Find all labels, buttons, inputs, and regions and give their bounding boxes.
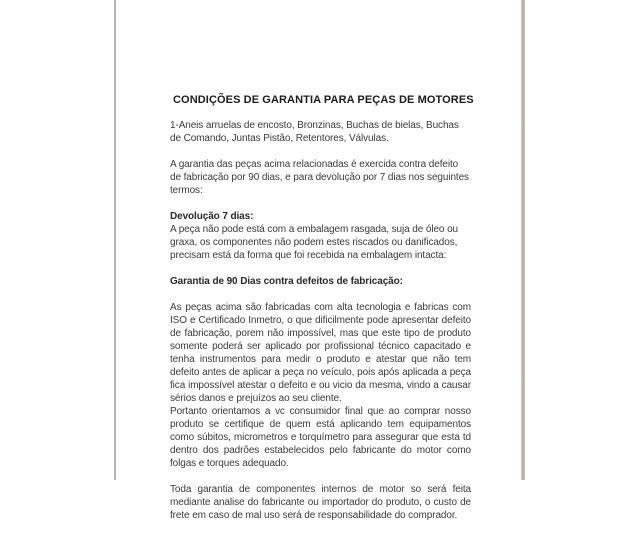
document-body (170, 94, 474, 535)
ninety-day-warranty-paragraph-2: Portanto orientamos a vc consumidor final que ao comprar nosso produto se certifique de quem está aplicando tem equipamentos como súbitos, micrometros e torquímetro para assegurar que esta td dentro dos padrões estabelecidos pelo fabricante do motor como folgas e torques adequado. (170, 406, 471, 469)
return-policy-paragraph: A peça não pode está com a embalagem rasgada, suja de óleo ou graxa, os componentes não podem estes riscados ou danificados, precisam está da forma que foi recebida na embalagem intacta: (170, 224, 458, 261)
document-title: CONDIÇÕES DE GARANTIA PARA PEÇAS DE MOTORES (173, 94, 474, 106)
final-note-paragraph: Toda garantia de componentes internos de motor so será feita mediante analise do fabricante ou importador do produto, o custo de frete em caso de mal uso será de responsabilidade do comprador. (170, 484, 471, 521)
return-policy-heading: Devolução 7 dias: (170, 211, 254, 222)
ninety-day-warranty-heading: Garantia de 90 Dias contra defeitos de fabricação: (170, 276, 403, 287)
warranty-terms-paragraph: A garantia das peças acima relacionadas é exercida contra defeito de fabricação por 90 dias, e para devolução por 7 dias nos seguintes termos: (170, 159, 469, 196)
ninety-day-warranty-paragraph-1: As peças acima são fabricadas com alta tecnologia e fabricas com ISO e Certificado Inmetro, o que dificilmente pode apresentar defeito de fabricação, porem não impossível, mas que este tipo de produto somente poderá ser aplicado por profissional técnico capacitado e tenha instrumentos para medir o produto e atestar que não tem defeito antes de aplicar a peça no veículo, pois após aplicada a peça fica impossível atestar o defeito e ou vicio da mesma, vindo a causar sérios danos e prejuízos ao seu cliente. (170, 302, 471, 404)
page-right-edge-line (521, 0, 525, 480)
parts-list-paragraph: 1-Aneis arruelas de encosto, Bronzinas, Buchas de bielas, Buchas de Comando, Juntas Pistão, Retentores, Válvulas. (170, 120, 459, 144)
page-left-edge-line (114, 0, 116, 480)
